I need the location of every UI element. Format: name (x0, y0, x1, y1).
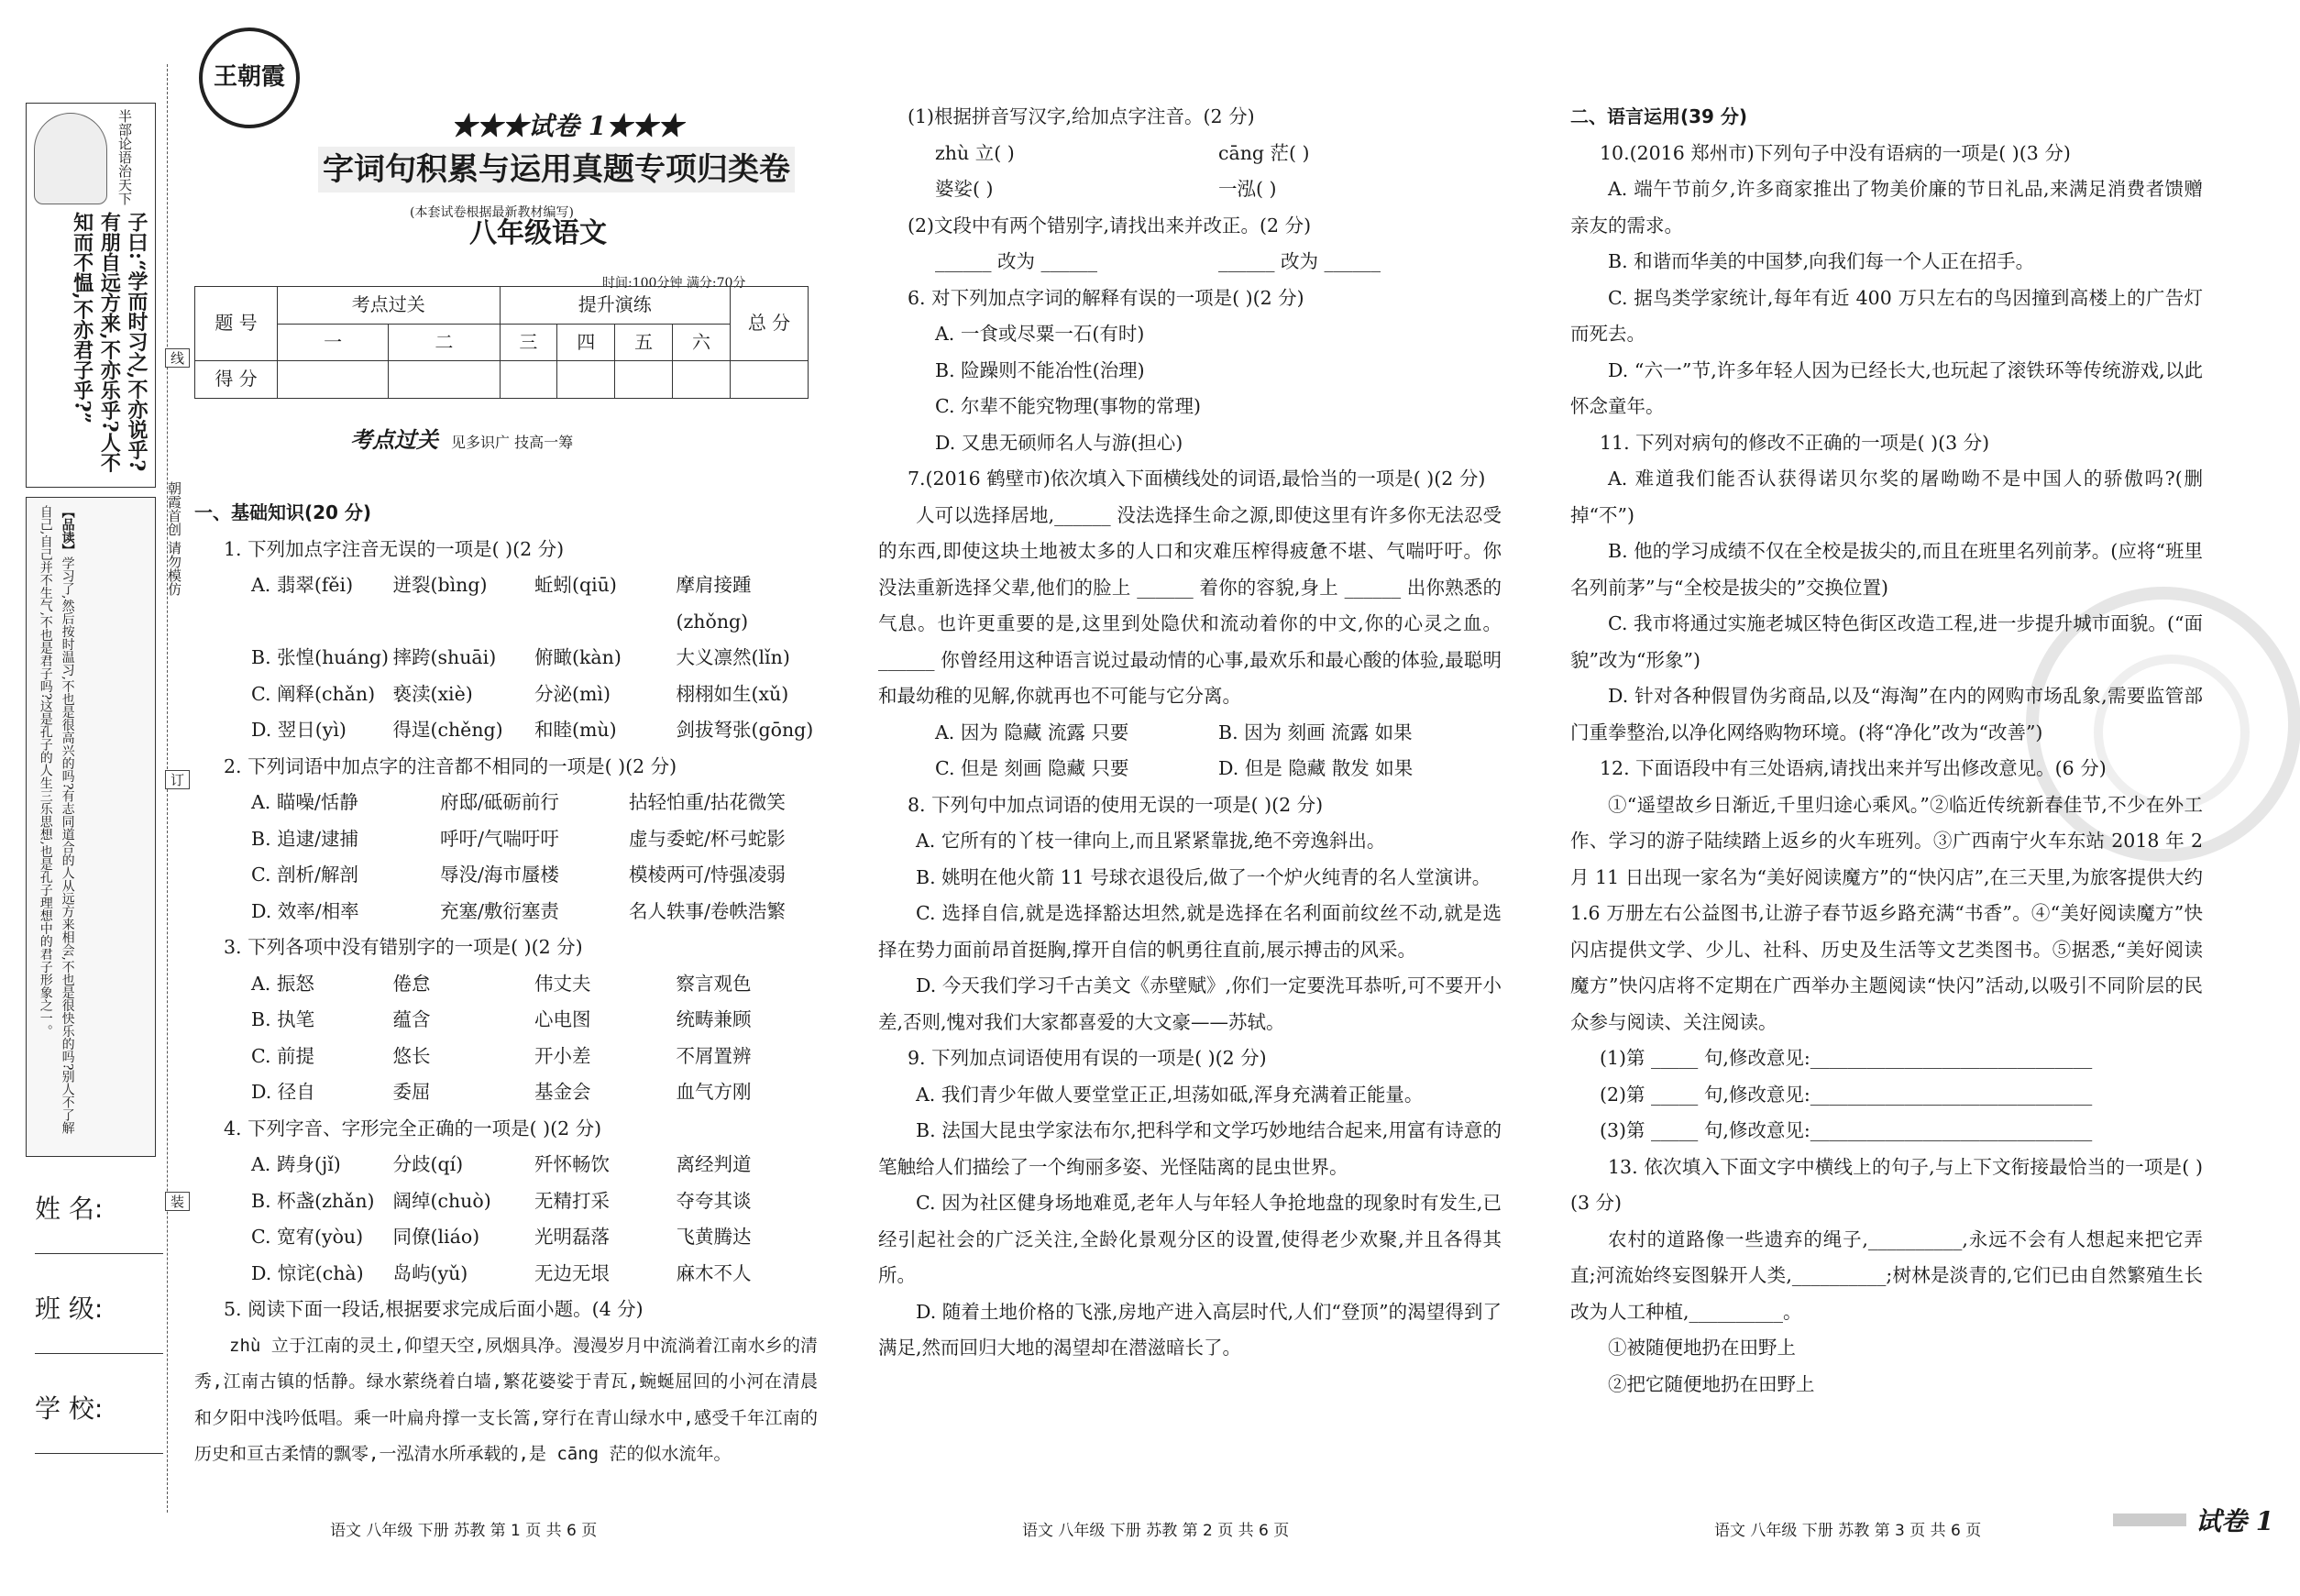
answer-option: C. 尔辈不能究物理(事物的常理) (935, 395, 1201, 417)
paper-title: 字词句积累与运用真题专项归类卷 (318, 147, 795, 193)
answer-option-row (194, 1147, 818, 1183)
score-col: 二 (389, 324, 500, 361)
question: (2)第 _____ 句,修改意见:______________________________ (1600, 1083, 2093, 1106)
answer-option: ______ 改为 ______ (935, 250, 1098, 272)
paragraph: ②把它随便地扔在田野上 (1608, 1372, 1815, 1395)
motto: 半部论语治天下 (116, 109, 133, 205)
cut-label-2: 订 (165, 770, 190, 789)
answer-option: 拈轻怕重/拈花微笑 (629, 791, 786, 813)
brand-tag: 朝霞首创 请勿模仿 (166, 481, 182, 596)
section-banner-title: 考点过关 (350, 426, 438, 453)
answer-option: cāng 茫( ) (1218, 141, 1310, 164)
answer-option: D. 翌日(yì) (251, 719, 347, 741)
answer-option: 夺夸其谈 (676, 1189, 752, 1212)
answer-option: 虚与委蛇/杯弓蛇影 (629, 827, 786, 850)
question: (3)第 _____ 句,修改意见:______________________________ (1600, 1119, 2093, 1141)
cut-label-1: 线 (165, 348, 190, 368)
score-table (194, 286, 809, 399)
paragraph: A. 难道我们能否认获得诺贝尔奖的屠呦呦不是中国人的骄傲吗?(删掉“不”) (1570, 468, 2203, 526)
answer-option: D. 惊诧(chà) (251, 1261, 364, 1284)
score-cell[interactable] (500, 361, 557, 399)
answer-option: 同僚(liáo) (392, 1226, 480, 1248)
answer-option: D. 径自 (251, 1081, 315, 1103)
answer-option-row (194, 1074, 818, 1111)
score-cell[interactable] (673, 361, 731, 399)
question: 6. 对下列加点字词的解释有误的一项是( )(2 分) (908, 286, 1304, 309)
answer-option: 婆娑( ) (935, 178, 994, 200)
answer-option: B. 追逮/逮捕 (251, 827, 359, 850)
footer-mark (2113, 1502, 2296, 1538)
paragraph: D. “六一”节,许多年轻人因为已经长大,也玩起了滚铁环等传统游戏,以此怀念童年。 (1570, 358, 2203, 417)
question: 3. 下列各项中没有错别字的一项是( )(2 分) (224, 936, 583, 958)
answer-option: 阔绰(chuò) (392, 1189, 491, 1212)
page-1 (194, 0, 818, 1596)
section-banner-sub: 见多识广 技高一筹 (451, 434, 574, 451)
answer-option: zhù 立( ) (935, 141, 1015, 164)
score-cell[interactable] (731, 361, 809, 399)
answer-option-row (878, 136, 1502, 172)
answer-option: 血气方刚 (676, 1081, 752, 1103)
time-info: 时间:100分钟 满分:70分 (602, 276, 746, 291)
answer-option-row (194, 1039, 818, 1075)
answer-option-row (878, 244, 1502, 281)
answer-option: B. 张惶(huáng) (251, 646, 390, 668)
answer-option: 蕴含 (392, 1008, 431, 1030)
answer-option: 名人轶事/卷帙浩繁 (629, 899, 786, 922)
score-cell[interactable] (278, 361, 389, 399)
paragraph: ①被随便地扔在田野上 (1608, 1337, 1796, 1359)
score-head: 题 号 (195, 287, 278, 361)
answer-option: 察言观色 (676, 972, 752, 995)
reading-passage: zhù 立于江南的灵土,仰望天空,夙烟具净。漫漫岁月中流淌着江南水乡的清秀,江南古镇的恬静。绿水萦绕着白墙,繁花婆娑于青瓦,蜿蜒屈回的小河在清晨和夕阳中浅吟低唱。乘一叶扁舟撑一支长篙,穿行在青山绿水中,感受千年江南的历史和亘古柔情的飘零,一泓清水所承载的,是 cāng 茫的似水流年。 (194, 1335, 818, 1464)
pindu-box (26, 497, 156, 1157)
cut-label-3: 装 (165, 1192, 190, 1211)
answer-option: 模棱两可/恃强凌弱 (629, 864, 786, 886)
answer-option: 光明磊落 (534, 1226, 610, 1248)
question: (1)根据拼音写汉字,给加点字注音。(2 分) (908, 105, 1255, 127)
answer-option: B. 因为 刻画 流露 如果 (1218, 721, 1413, 743)
score-group-1: 考点过关 (278, 287, 501, 325)
answer-option: 统畴兼顾 (676, 1008, 752, 1030)
answer-option: A. 因为 隐藏 流露 只要 (935, 721, 1129, 743)
answer-option: 得逞(chěng) (392, 719, 503, 741)
answer-option: B. 杯盏(zhǎn) (251, 1189, 375, 1212)
answer-option: 悠长 (392, 1044, 431, 1067)
confucius-illustration (34, 113, 107, 204)
answer-option: 委屈 (392, 1081, 431, 1103)
answer-option-row (194, 857, 818, 894)
answer-option: 呼吁/气喘吁吁 (440, 827, 559, 850)
answer-option-row (194, 567, 818, 640)
answer-option: 飞黄腾达 (676, 1226, 752, 1248)
score-cell[interactable] (557, 361, 615, 399)
answer-option: C. 但是 刻画 隐藏 只要 (935, 757, 1129, 779)
paragraph: C. 我市将通过实施老城区特色街区改造工程,进一步提升城市面貌。(“面貌”改为“形象”) (1570, 612, 2203, 671)
paragraph: B. 他的学习成绩不仅在全校是拔尖的,而且在班里名列前茅。(应将“班里名列前茅”与“全校是拔尖的”交换位置) (1570, 540, 2203, 599)
answer-option: D. 又患无硕师名人与游(担心) (935, 431, 1183, 454)
answer-option: 心电图 (534, 1008, 591, 1030)
answer-option: 府邸/砥砺前行 (440, 791, 559, 813)
score-row-label: 得 分 (195, 361, 278, 399)
score-cell[interactable] (389, 361, 500, 399)
answer-option-row (194, 640, 818, 677)
paper-header (194, 0, 818, 291)
answer-option: 岛屿(yǔ) (392, 1261, 468, 1284)
answer-option-row (194, 677, 818, 713)
paragraph: C. 选择自信,就是选择豁达坦然,就是选择在名利面前纹丝不动,就是选择在势力面前昂首挺胸,撑开自信的帆勇往直前,展示搏击的风采。 (878, 902, 1502, 961)
score-group-2: 提升演练 (500, 287, 731, 325)
answer-option: 剑拔弩张(gōng) (676, 719, 814, 741)
answer-option: 伟丈夫 (534, 972, 591, 995)
paragraph: 人可以选择居地,______ 没法选择生命之源,即使这里有许多你无法忍受的东西,即使这块土地被太多的人口和灾难压榨得疲惫不堪、气喘吁吁。你没法重新选择父辈,他们的脸上 ______ 着你的容貌,身上 ______ 出你熟悉的气息。也许更重要的是,这里到处隐伏和流动着你的中文,你的心灵之血。______ 你曾经用这种语言说过最动情的心事,最欢乐和最心酸的体验,最聪明和最幼稚的见解,你就再也不可能与它分离。 (878, 503, 1502, 707)
paragraph: D. 今天我们学习千古美文《赤壁赋》,你们一定要洗耳恭听,可不要开小差,否则,愧对我们大家都喜爱的大文豪——苏轼。 (878, 974, 1502, 1033)
paragraph: A. 我们青少年做人要堂堂正正,坦荡如砥,浑身充满着正能量。 (916, 1083, 1424, 1106)
answer-option: C. 前提 (251, 1044, 314, 1067)
paper-note: (本套试卷根据最新教材编写) (410, 205, 574, 220)
paragraph: A. 它所有的丫枝一律向上,而且紧紧靠拢,绝不旁逸斜出。 (916, 830, 1386, 852)
question: (1)第 _____ 句,修改意见:______________________________ (1600, 1047, 2093, 1069)
page-3 (1570, 0, 2203, 1596)
name-field[interactable]: 姓 名: (35, 1189, 163, 1254)
answer-option-row (878, 715, 1502, 752)
answer-option: 蚯蚓(qiū) (534, 574, 617, 596)
paragraph: D. 针对各种假冒伪劣商品,以及“海淘”在内的网购市场乱象,需要监管部门重拳整治,以净化网络购物环境。(将“净化”改为“改善”) (1570, 685, 2203, 743)
answer-option: A. 踌身(jǐ) (251, 1153, 341, 1175)
answer-option: 倦怠 (392, 972, 431, 995)
pindu-label: 【品读】 (60, 505, 75, 556)
quote-box (26, 103, 156, 488)
question: (2)文段中有两个错别字,请找出来并改正。(2 分) (908, 214, 1312, 237)
question: 9. 下列加点词语使用有误的一项是( )(2 分) (908, 1047, 1267, 1069)
paragraph: C. 据鸟类学家统计,每年有近 400 万只左右的鸟因撞到高楼上的广告灯而死去。 (1570, 286, 2203, 345)
footer-page-1: 语文 八年级 下册 苏教 第 1 页 共 6 页 (330, 1522, 598, 1540)
section-banner (350, 422, 573, 461)
col2-body (878, 99, 1502, 1367)
score-cell[interactable] (615, 361, 673, 399)
answer-option: C. 剖析/解剖 (251, 864, 358, 886)
answer-option: 摩肩接踵(zhǒng) (676, 574, 752, 633)
answer-option: B. 执笔 (251, 1008, 315, 1030)
footer-page-2: 语文 八年级 下册 苏教 第 2 页 共 6 页 (1022, 1522, 1290, 1540)
answer-option-row (194, 1256, 818, 1293)
paragraph: 13. 依次填入下面文字中横线上的句子,与上下文衔接最恰当的一项是( )(3 分) (1570, 1155, 2203, 1214)
answer-option-row (194, 894, 818, 930)
answer-option: 摔跨(shuāi) (392, 646, 497, 668)
answer-option: A. 瞄噪/恬静 (251, 791, 358, 813)
answer-option: D. 但是 隐藏 散发 如果 (1218, 757, 1414, 779)
answer-option: B. 险躁则不能冶性(治理) (935, 358, 1145, 381)
score-col: 四 (557, 324, 615, 361)
answer-option-row (194, 821, 818, 858)
grade-title: 八年级语文 (469, 217, 607, 249)
answer-option: A. 翡翠(fěi) (251, 574, 354, 596)
sidebar (26, 103, 156, 1487)
answer-option: A. 振怒 (251, 972, 314, 995)
answer-option-row (878, 389, 1502, 425)
footer-mark-text: 试卷 1 (2195, 1506, 2274, 1536)
answer-option: A. 一食或尽粟一石(有时) (935, 323, 1145, 345)
answer-option: 俯瞰(kàn) (534, 646, 622, 668)
answer-option-row (194, 1183, 818, 1220)
student-info (35, 1189, 163, 1489)
footer-mark-bar (2113, 1513, 2186, 1526)
answer-option: 离经判道 (676, 1153, 752, 1175)
answer-option: 无边无垠 (534, 1261, 610, 1284)
footer-page-3: 语文 八年级 下册 苏教 第 3 页 共 6 页 (1714, 1522, 1982, 1540)
question: 7.(2016 鹤壁市)依次填入下面横线处的词语,最恰当的一项是( )(2 分) (908, 468, 1486, 490)
paragraph: C. 因为社区健身场地难觅,老年人与年轻人争抢地盘的现象时有发生,已经引起社会的广泛关注,全龄化景观分区的设置,使得老少欢聚,并且各得其所。 (878, 1192, 1502, 1286)
answer-option-row (878, 316, 1502, 353)
answer-option: 歼怀畅饮 (534, 1153, 610, 1175)
paragraph: B. 姚明在他火箭 11 号球衣退役后,做了一个炉火纯青的名人堂演讲。 (916, 865, 1491, 888)
col3-body (1570, 99, 2203, 1403)
section-title: 一、基础知识(20 分) (194, 501, 372, 523)
answer-option: 迸裂(bìng) (392, 574, 488, 596)
paragraph: ①“遥望故乡日渐近,千里归途心乘风。”②临近传统新春佳节,不少在外工作、学习的游子陆续踏上返乡的火车班列。③广西南宁火车东站 2018 年 2 月 11 日出现一家名为“美好阅读魔方”的“快闪店”,在三天里,为旅客提供大约 1.6 万册左右公益图书,让游子春节返乡路充满“书香”。④“美好阅读魔方”快闪店提供文学、少儿、社科、历史及生活等文艺类图书。⑤据悉,“美好阅读魔方”快闪店将不定期在广西举办主题阅读“快闪”活动,以吸引不同阶层的民众参与阅读、关注阅读。 (1570, 793, 2203, 1033)
answer-option: C. 阐释(chǎn) (251, 682, 376, 705)
question: 11. 下列对病句的修改不正确的一项是( )(3 分) (1600, 431, 1990, 454)
answer-option-row (878, 425, 1502, 462)
page-2 (878, 0, 1502, 1596)
answer-option-row (878, 751, 1502, 787)
score-col: 五 (615, 324, 673, 361)
paragraph: 农村的道路像一些遗弃的绳子,__________,永远不会有人想起来把它弄直;河流始终妄图躲开人类,__________;树林是淡青的,它们已由自然繁殖生长改为人工种植,__________。 (1570, 1227, 2203, 1323)
paragraph: A. 端午节前夕,许多商家推出了物美价廉的节日礼品,来满足消费者馈赠亲友的需求。 (1570, 178, 2203, 237)
question: 4. 下列字音、字形完全正确的一项是( )(2 分) (224, 1117, 602, 1139)
answer-option-row (878, 353, 1502, 390)
answer-option: 麻木不人 (676, 1261, 752, 1284)
score-total: 总 分 (731, 287, 809, 361)
answer-option-row (194, 712, 818, 749)
answer-option: 和睦(mù) (534, 719, 617, 741)
answer-option-row (194, 1219, 818, 1256)
brand-logo: 王朝霞 (199, 28, 300, 128)
paragraph: B. 和谐而华美的中国梦,向我们每一个人正在招手。 (1608, 250, 2035, 272)
answer-option: 栩栩如生(xǔ) (676, 682, 789, 705)
answer-option-row (194, 966, 818, 1003)
answer-option-row (194, 785, 818, 821)
paragraph: D. 随着土地价格的飞涨,房地产进入高层时代,人们“登顶”的渴望得到了满足,然而回归大地的渴望却在潜滋暗长了。 (878, 1300, 1502, 1359)
answer-option: 分歧(qí) (392, 1153, 464, 1175)
class-field[interactable]: 班 级: (35, 1289, 163, 1354)
answer-option: D. 效率/相率 (251, 899, 359, 922)
answer-option: 开小差 (534, 1044, 591, 1067)
score-col: 六 (673, 324, 731, 361)
answer-option: 大义凛然(lǐn) (676, 646, 790, 668)
answer-option: C. 宽宥(yòu) (251, 1226, 364, 1248)
answer-option: 辱没/海市蜃楼 (440, 864, 559, 886)
school-field[interactable]: 学 校: (35, 1389, 163, 1454)
answer-option: 一泓( ) (1218, 178, 1277, 200)
question: 1. 下列加点字注音无误的一项是( )(2 分) (224, 537, 565, 560)
question: 2. 下列词语中加点字的注音都不相同的一项是( )(2 分) (224, 754, 677, 777)
answer-option: 无精打采 (534, 1189, 610, 1212)
answer-option-row (194, 1002, 818, 1039)
paper-number: ★★★试卷 1★★★ (451, 111, 684, 141)
answer-option: ______ 改为 ______ (1218, 250, 1381, 272)
question: 12. 下面语段中有三处语病,请找出来并写出修改意见。(6 分) (1600, 757, 2107, 779)
answer-option-row (878, 171, 1502, 208)
section-title: 二、语言运用(39 分) (1570, 105, 1748, 127)
question: 5. 阅读下面一段话,根据要求完成后面小题。(4 分) (224, 1298, 644, 1320)
score-col: 一 (278, 324, 389, 361)
answer-option: 充塞/敷衍塞责 (440, 899, 559, 922)
paragraph: B. 法国大昆虫学家法布尔,把科学和文学巧妙地结合起来,用富有诗意的笔触给人们描绘了一个绚丽多姿、光怪陆离的昆虫世界。 (878, 1119, 1502, 1178)
analects-quote: 子曰:“学而时习之,不亦说乎?有朋自远方来,不亦乐乎?人不知而不愠,不亦君子乎?” (70, 212, 149, 473)
answer-option: 分泌(mì) (534, 682, 611, 705)
answer-option: 亵渎(xiè) (392, 682, 473, 705)
answer-option: 不屑置辨 (676, 1044, 752, 1067)
question: 8. 下列句中加点词语的使用无误的一项是( )(2 分) (908, 793, 1324, 816)
answer-option: 基金会 (534, 1081, 591, 1103)
pindu-text (34, 505, 78, 1147)
question: 10.(2016 郑州市)下列句子中没有语病的一项是( )(3 分) (1600, 141, 2071, 164)
pindu-body: 学习了,然后按时温习,不也是很高兴的吗?有志同道合的人从远方来相会,不也是很快乐的吗?别人不了解自己,自己并不生气,不也是君子吗?这是孔子的人生三乐思想,也是孔子理想中的君子形象之一。 (38, 505, 75, 1135)
col1-body (194, 495, 818, 1473)
score-col: 三 (500, 324, 557, 361)
